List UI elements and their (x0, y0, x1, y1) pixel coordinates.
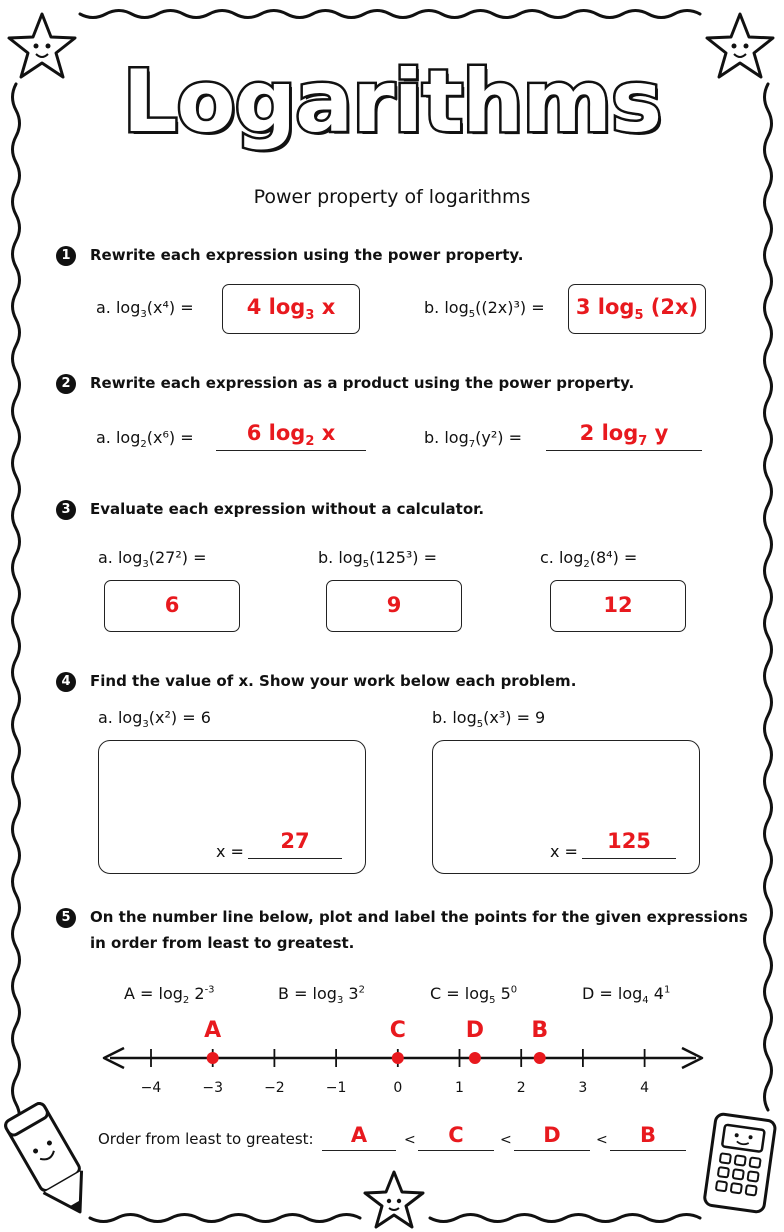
question-text: Rewrite each expression using the power property. (90, 246, 524, 264)
tick-label: 3 (578, 1080, 588, 1096)
tick-label: −4 (140, 1080, 162, 1096)
plotted-point[interactable] (207, 1052, 219, 1064)
order-answer-3[interactable]: D (514, 1124, 590, 1151)
tick-label: 4 (640, 1080, 650, 1096)
order-answer-2[interactable]: C (418, 1124, 494, 1151)
question-text: Find the value of x. Show your work below each problem. (90, 672, 577, 690)
less-than-sign: < (404, 1132, 416, 1148)
tick-label: 2 (516, 1080, 526, 1096)
point-label: D (465, 1018, 485, 1043)
tick-label: 1 (455, 1080, 464, 1096)
expression-4a: a. $\log_3(x^2) = 6$ (98, 708, 211, 731)
expression-c: $C = \log_5 5^0$ (430, 984, 518, 1007)
pencil-icon (3, 1101, 99, 1223)
answer-box[interactable]: 9 (326, 580, 462, 632)
plotted-point[interactable] (534, 1052, 546, 1064)
question-text: Evaluate each expression without a calculator. (90, 500, 485, 518)
star-icon (365, 1172, 423, 1227)
expression-1a: a. $\log_3(x^4)$ = (96, 298, 194, 321)
expression-a: $A = \log_2 2^{-3}$ (124, 984, 215, 1007)
expression-d: $D = \log_4 4^1$ (582, 984, 671, 1007)
order-answer-4[interactable]: B (610, 1124, 686, 1151)
expression-2a: a. $\log_2(x^6)$ = (96, 428, 194, 451)
tick-label: −3 (202, 1080, 223, 1096)
question-text: Rewrite each expression as a product using the power property. (90, 374, 635, 392)
page-title: Logarithms (122, 52, 662, 152)
tick-label: −2 (264, 1080, 285, 1096)
point-label: B (531, 1018, 549, 1043)
tick-label: −1 (325, 1080, 347, 1096)
answer-line[interactable]: 125 (582, 826, 676, 859)
order-label: Order from least to greatest: (98, 1130, 314, 1148)
expression-2b: b. $\log_7(y^2)$ = (424, 428, 522, 451)
answer-box[interactable]: 6 (104, 580, 240, 632)
point-label: A (204, 1018, 222, 1043)
less-than-sign: < (596, 1132, 608, 1148)
question-number: 4 (56, 672, 76, 692)
less-than-sign: < (500, 1132, 512, 1148)
expression-3b: b. $\log_5(125^3)$ = (318, 548, 438, 571)
plotted-point[interactable] (392, 1052, 404, 1064)
question-number: 1 (56, 246, 76, 266)
question-text: On the number line below, plot and label the points for the given expressions (90, 908, 748, 926)
question-text: in order from least to greatest. (90, 934, 355, 952)
point-label: C (389, 1018, 406, 1043)
calculator-icon (704, 1113, 776, 1212)
expression-1b: b. $\log_5((2x)^3)$ = (424, 298, 545, 321)
answer-line[interactable]: 27 (248, 826, 342, 859)
page-subtitle: Power property of logarithms (253, 186, 531, 208)
question-number: 2 (56, 374, 76, 394)
question-number: 3 (56, 500, 76, 520)
x-label: x = (216, 842, 244, 861)
expression-b: $B = \log_3 3^2$ (278, 984, 365, 1007)
tick-label: 0 (393, 1080, 403, 1096)
answer-line[interactable]: 6 $\log_2 x$ (216, 418, 366, 451)
answer-box[interactable]: 3 $\log_5 (2x)$ (568, 284, 706, 334)
answer-line[interactable]: 2 $\log_7 y$ (546, 418, 702, 451)
answer-box[interactable]: 12 (550, 580, 686, 632)
expression-4b: b. $\log_5(x^3) = 9$ (432, 708, 546, 731)
x-label: x = (550, 842, 578, 861)
order-answer-1[interactable]: A (322, 1124, 396, 1151)
answer-box[interactable]: 4 $\log_3 x$ (222, 284, 360, 334)
question-number: 5 (56, 908, 76, 928)
expression-3a: a. $\log_3(27^2)$ = (98, 548, 207, 571)
expression-3c: c. $\log_2(8^4)$ = (540, 548, 638, 571)
plotted-point[interactable] (469, 1052, 481, 1064)
